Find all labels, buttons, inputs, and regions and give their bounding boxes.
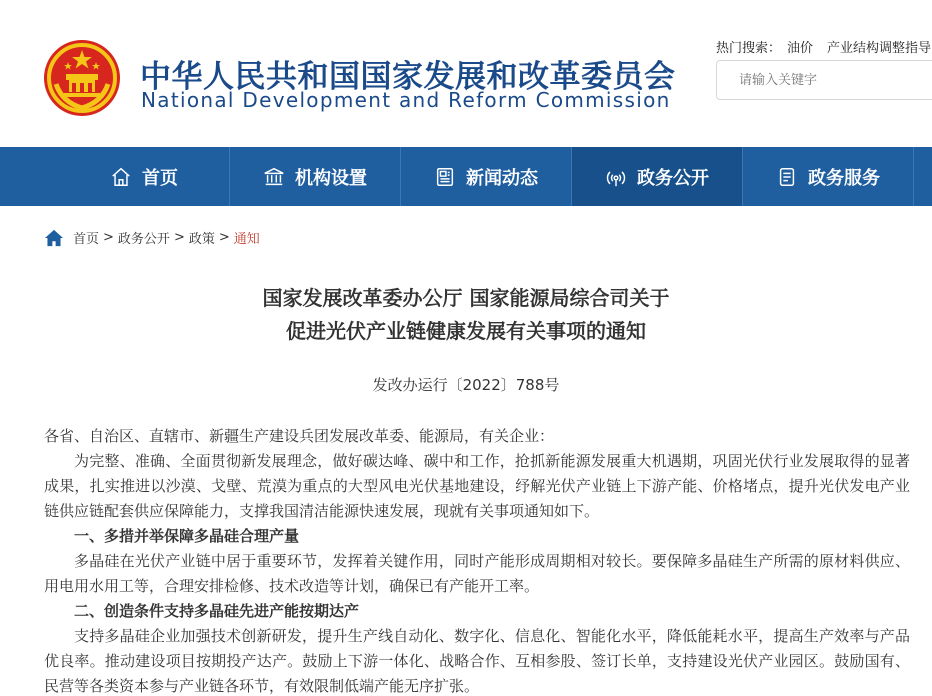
- doc-number: 发改办运行〔2022〕788号: [372, 376, 560, 394]
- home-icon: [110, 166, 132, 188]
- breadcrumb-item-home[interactable]: 首页: [73, 232, 100, 247]
- nav-item-government-affairs[interactable]: [572, 147, 743, 206]
- salutation: 各省、自治区、直辖市、新疆生产建设兵团发展改革委、能源局，有关企业：: [44, 427, 555, 445]
- breadcrumb: [44, 228, 260, 247]
- article-title-line: 促进光伏产业链健康发展有关事项的通知: [286, 319, 646, 343]
- section-heading: 二、创造条件支持多晶硅先进产能按期达产: [74, 602, 360, 620]
- main-nav: [0, 147, 932, 206]
- nav-item-label: 政务服务: [808, 167, 880, 189]
- nav-item-label: 新闻动态: [466, 167, 538, 189]
- section-heading: 一、多措并举保障多晶硅合理产量: [74, 527, 300, 545]
- nav-item-services[interactable]: [743, 147, 914, 206]
- national-emblem-icon[interactable]: [42, 38, 122, 118]
- nav-item-organization[interactable]: [230, 147, 401, 206]
- search-input[interactable]: [716, 60, 932, 100]
- article-body: [44, 424, 910, 696]
- breadcrumb-separator: >: [218, 230, 230, 245]
- document-icon: [776, 166, 798, 188]
- site-header: [0, 0, 932, 147]
- hot-search-link[interactable]: 产业结构调整指导: [827, 41, 932, 56]
- building-icon: [263, 166, 285, 188]
- paragraph: 多晶硅在光伏产业链中居于重要环节，发挥着关键作用，同时产能形成周期相对较长。要保障多晶硅生产所需的原材料供应、用电用水用工等，合理安排检修、技术改造等计划，确保已有产能开工率。: [44, 552, 910, 595]
- breadcrumb-item-notice[interactable]: 通知: [233, 232, 260, 247]
- breadcrumb-separator: >: [173, 230, 185, 245]
- hot-search-link[interactable]: 油价: [787, 41, 814, 56]
- broadcast-icon: [605, 166, 627, 188]
- article-title: [0, 282, 932, 348]
- org-name-cn[interactable]: 中华人民共和国国家发展和改革委员会: [140, 59, 676, 95]
- article-title-line: 国家发展改革委办公厅 国家能源局综合司关于: [262, 286, 670, 310]
- paragraph: 支持多晶硅企业加强技术创新研发，提升生产线自动化、数字化、信息化、智能化水平，降低能耗水平，提高生产效率与产品优良率。推动建设项目按期投产达产。鼓励上下游一体化、战略合作、互相参股、签订长单，支持建设光伏产业园区。鼓励国有、民营等各类资本参与产业链各环节，有效限制低端产能无序扩张。: [44, 627, 910, 695]
- nav-item-label: 首页: [142, 167, 178, 189]
- breadcrumb-separator: >: [103, 230, 114, 245]
- hot-search-label: 热门搜索：: [716, 41, 782, 56]
- nav-item-label: 政务公开: [637, 167, 709, 189]
- nav-item-home[interactable]: [59, 147, 230, 206]
- news-icon: [434, 166, 456, 188]
- org-name-en[interactable]: National Development and Reform Commission: [141, 88, 671, 112]
- breadcrumb-item-policy[interactable]: 政策: [188, 232, 215, 247]
- hot-search: [716, 37, 932, 56]
- nav-item-news[interactable]: [401, 147, 572, 206]
- nav-item-label: 机构设置: [295, 167, 367, 189]
- home-icon[interactable]: [44, 229, 64, 247]
- paragraph: 为完整、准确、全面贯彻新发展理念，做好碳达峰、碳中和工作，抢抓新能源发展重大机遇期，巩固光伏行业发展取得的显著成果，扎实推进以沙漠、戈壁、荒漠为重点的大型风电光伏基地建设，纾解光伏产业链上下游产能、价格堵点，提升光伏发电产业链供应链配套供应保障能力，支撑我国清洁能源快速发展，现就有关事项通知如下。: [44, 452, 910, 520]
- breadcrumb-item-government-affairs[interactable]: 政务公开: [117, 232, 170, 247]
